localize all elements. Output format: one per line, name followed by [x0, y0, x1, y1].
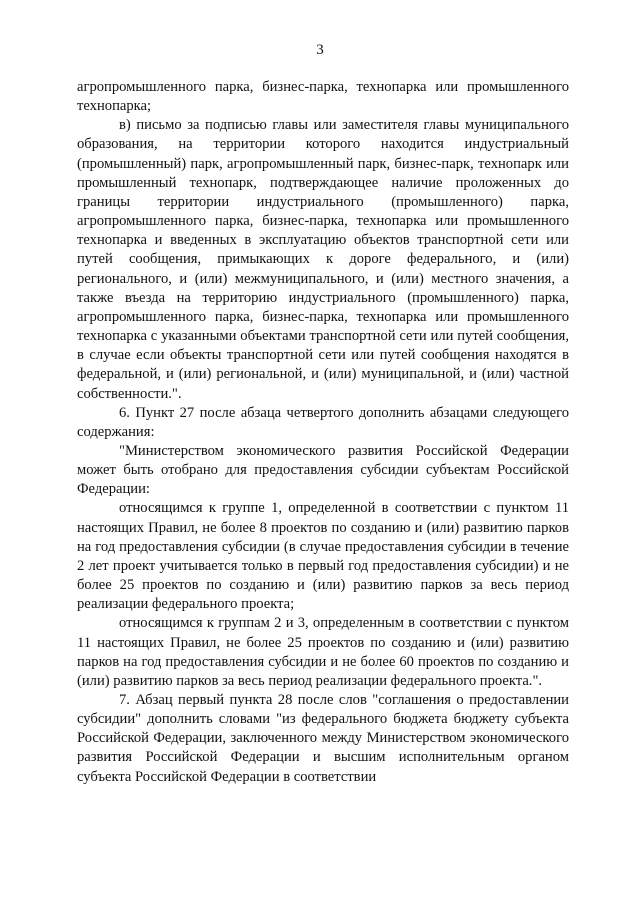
- paragraph-group-1: относящимся к группе 1, определенной в соответствии с пунктом 11 настоящих Правил, не более 8 проектов по созданию и (или) развитию парков на год предоставления субсидии (в случае предоставления субсидии в течение 2 лет проект учитывается только в первый год предоставления субсидии) и не более 25 проектов по созданию и (или) развитию парков за весь период реализации федерального проекта;: [77, 500, 569, 613]
- document-body: [77, 78, 569, 787]
- paragraph-continuation: агропромышленного парка, бизнес-парка, технопарка или промышленного технопарка;: [77, 79, 569, 115]
- paragraph-item-7: 7. Абзац первый пункта 28 после слов "соглашения о предоставлении субсидии" дополнить словами "из федерального бюджета бюджету субъекта Российской Федерации, заключенного между Министерством экономического развития Российской Федерации и высшим исполнительным органом субъекта Российской Федерации в соответствии: [77, 692, 569, 785]
- paragraph-subitem-v: в) письмо за подписью главы или заместителя главы муниципального образования, на территории которого находится индустриальный (промышленный) парк, агропромышленный парк, бизнес-парк, технопарк или промышленный технопарк, подтверждающее наличие проложенных до границы территории индустриального (промышленного) парка, агропромышленного парка, бизнес-парка, технопарка или промышленного технопарка и введенных в эксплуатацию объектов транспортной сети или путей сообщения, примыкающих к дороге федерального, и (или) регионального, и (или) межмуниципального, и (или) местного значения, а также въезда на территорию индустриального (промышленного) парка, агропромышленного парка, бизнес-парка, технопарка или промышленного технопарка с указанными объектами транспортной сети или путей сообщения, в случае если объекты транспортной сети или путей сообщения находятся в федеральной, и (или) региональной, и (или) муниципальной, и (или) частной собственности.".: [77, 117, 569, 402]
- paragraph-quote-intro: "Министерством экономического развития Российской Федерации может быть отобрано для предоставления субсидии субъектам Российской Федерации:: [77, 442, 569, 498]
- paragraph-groups-2-3: относящимся к группам 2 и 3, определенным в соответствии с пунктом 11 настоящих Правил, не более 25 проектов по созданию и (или) развитию парков на год предоставления субсидии и не более 60 проектов по созданию и (или) развитию парков за весь период реализации федерального проекта.".: [77, 615, 569, 689]
- page-number: 3: [316, 42, 324, 58]
- paragraph-item-6: 6. Пункт 27 после абзаца четвертого дополнить абзацами следующего содержания:: [77, 404, 569, 440]
